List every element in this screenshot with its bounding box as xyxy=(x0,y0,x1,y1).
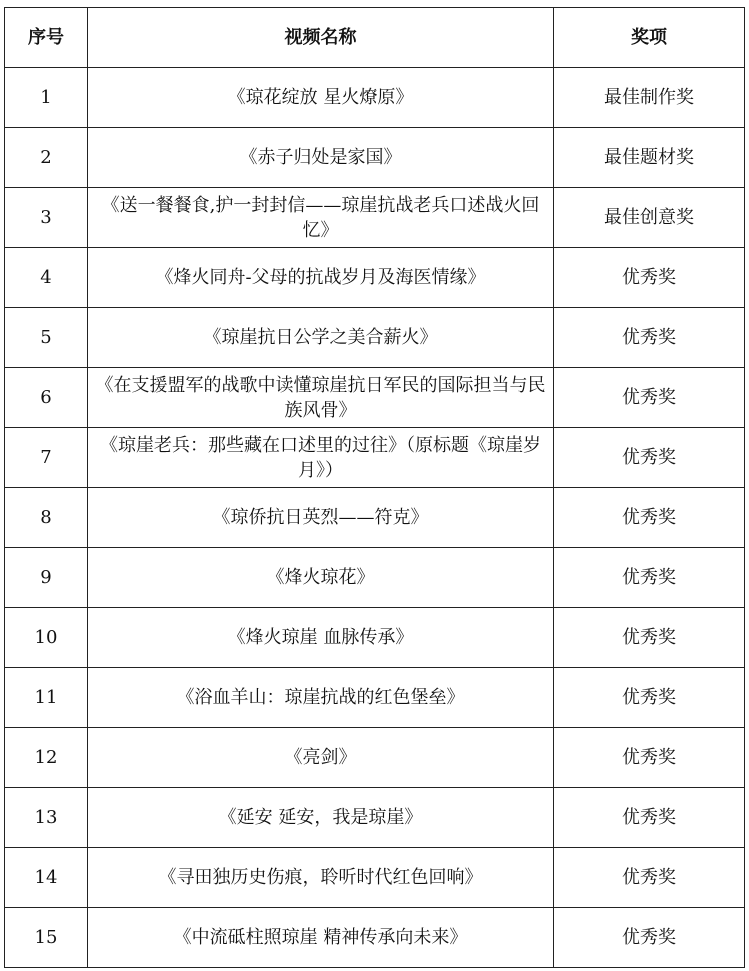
table-row xyxy=(5,668,745,728)
row-no: 3 xyxy=(5,188,88,248)
row-no: 4 xyxy=(5,248,88,308)
row-no: 14 xyxy=(5,848,88,908)
row-no: 10 xyxy=(5,608,88,668)
row-no: 13 xyxy=(5,788,88,848)
table-row xyxy=(5,488,745,548)
row-no: 6 xyxy=(5,368,88,428)
row-award: 优秀奖 xyxy=(554,788,745,848)
table-row xyxy=(5,728,745,788)
row-award: 优秀奖 xyxy=(554,908,745,968)
header-video-name: 视频名称 xyxy=(88,8,554,68)
row-award: 优秀奖 xyxy=(554,848,745,908)
table-row xyxy=(5,368,745,428)
row-no: 8 xyxy=(5,488,88,548)
table-header-row xyxy=(5,8,745,68)
row-video-name: 《烽火琼花》 xyxy=(88,548,554,608)
row-video-name: 《在支援盟军的战歌中读懂琼崖抗日军民的国际担当与民族风骨》 xyxy=(88,368,554,428)
row-video-name: 《中流砥柱照琼崖 精神传承向未来》 xyxy=(88,908,554,968)
row-award: 优秀奖 xyxy=(554,728,745,788)
table-row xyxy=(5,128,745,188)
table-row xyxy=(5,608,745,668)
row-award: 优秀奖 xyxy=(554,308,745,368)
row-award: 优秀奖 xyxy=(554,668,745,728)
row-award: 优秀奖 xyxy=(554,608,745,668)
table-row xyxy=(5,68,745,128)
row-award: 优秀奖 xyxy=(554,548,745,608)
row-award: 优秀奖 xyxy=(554,488,745,548)
row-award: 最佳题材奖 xyxy=(554,128,745,188)
row-video-name: 《延安 延安，我是琼崖》 xyxy=(88,788,554,848)
row-video-name: 《琼花绽放 星火燎原》 xyxy=(88,68,554,128)
row-video-name: 《烽火琼崖 血脉传承》 xyxy=(88,608,554,668)
table-row xyxy=(5,848,745,908)
row-award: 优秀奖 xyxy=(554,248,745,308)
row-no: 5 xyxy=(5,308,88,368)
row-no: 7 xyxy=(5,428,88,488)
row-award: 最佳制作奖 xyxy=(554,68,745,128)
row-no: 9 xyxy=(5,548,88,608)
row-no: 11 xyxy=(5,668,88,728)
table-row xyxy=(5,548,745,608)
row-award: 优秀奖 xyxy=(554,368,745,428)
row-video-name: 《琼侨抗日英烈——符克》 xyxy=(88,488,554,548)
table-row xyxy=(5,308,745,368)
row-video-name: 《琼崖抗日公学之美合薪火》 xyxy=(88,308,554,368)
row-award: 最佳创意奖 xyxy=(554,188,745,248)
header-no: 序号 xyxy=(5,8,88,68)
row-video-name: 《寻田独历史伤痕，聆听时代红色回响》 xyxy=(88,848,554,908)
row-no: 15 xyxy=(5,908,88,968)
table-row xyxy=(5,248,745,308)
awards-table xyxy=(4,7,745,968)
table-row xyxy=(5,428,745,488)
table-row xyxy=(5,788,745,848)
table-row xyxy=(5,188,745,248)
row-video-name: 《浴血羊山：琼崖抗战的红色堡垒》 xyxy=(88,668,554,728)
row-no: 12 xyxy=(5,728,88,788)
row-video-name: 《送一餐餐食,护一封封信——琼崖抗战老兵口述战火回忆》 xyxy=(88,188,554,248)
table-row xyxy=(5,908,745,968)
header-award: 奖项 xyxy=(554,8,745,68)
row-video-name: 《烽火同舟-父母的抗战岁月及海医情缘》 xyxy=(88,248,554,308)
row-video-name: 《亮剑》 xyxy=(88,728,554,788)
row-video-name: 《赤子归处是家国》 xyxy=(88,128,554,188)
row-award: 优秀奖 xyxy=(554,428,745,488)
row-video-name: 《琼崖老兵：那些藏在口述里的过往》（原标题《琼崖岁月》） xyxy=(88,428,554,488)
row-no: 2 xyxy=(5,128,88,188)
row-no: 1 xyxy=(5,68,88,128)
